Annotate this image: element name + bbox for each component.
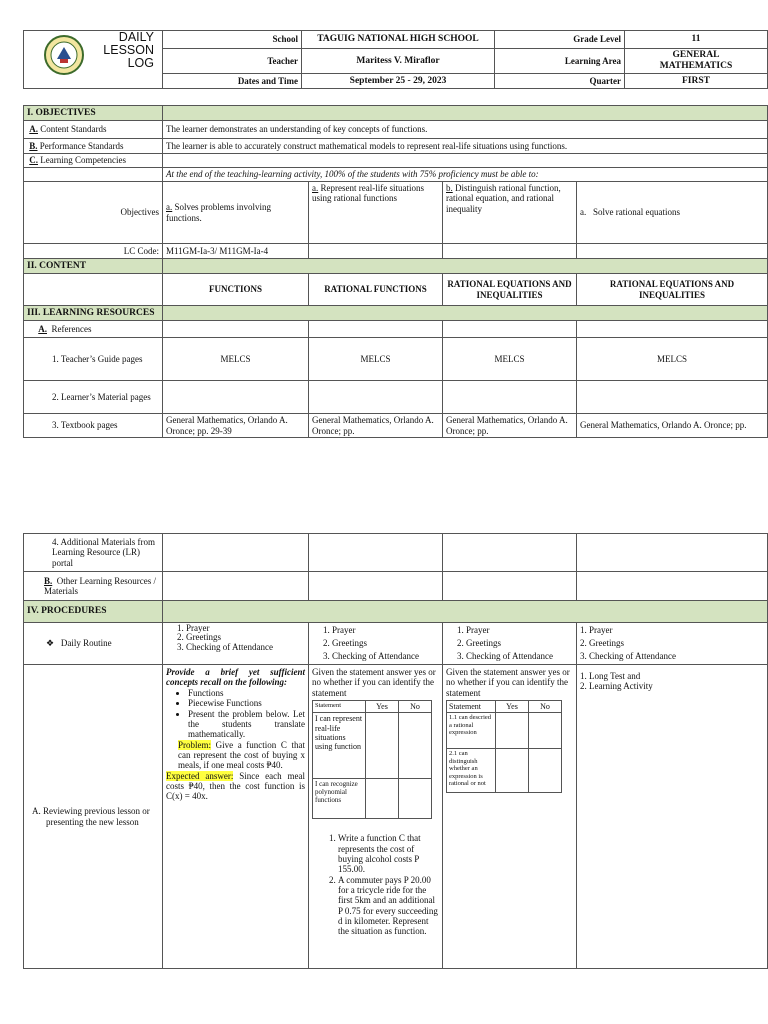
expected-answer-highlight: Expected answer: — [166, 770, 234, 781]
objective-2: a. Represent real-life situations using rational functions — [309, 182, 443, 244]
grade-value: 11 — [625, 31, 768, 49]
lc-code-value: M11GM-Ia-3/ M11GM-Ia-4 — [163, 244, 309, 259]
textbook-pages-1: General Mathematics, Orlando A. Oronce; pp. 29-39 — [163, 414, 309, 438]
title-line-1: DAILY — [118, 30, 154, 44]
daily-routine-label: ❖ Daily Routine — [24, 623, 163, 665]
objective-1: a. Solves problems involving functions. — [163, 182, 309, 244]
textbook-pages-3: General Mathematics, Orlando A. Oronce; pp. — [443, 414, 577, 438]
topic-4: RATIONAL EQUATIONS AND INEQUALITIES — [577, 274, 768, 306]
self-check-table-2: Statement Yes No 1.1 can descried a rational expression 2.1 can distinguish whether an expression is rational or not — [446, 700, 562, 793]
lesson-table-page2 — [23, 533, 768, 969]
area-label: Learning Area — [495, 49, 625, 74]
procedures-heading: IV. PROCEDURES — [24, 601, 163, 623]
tg-pages-2: MELCS — [309, 338, 443, 381]
diamond-bullet-icon: ❖ — [46, 638, 55, 649]
tg-pages-3: MELCS — [443, 338, 577, 381]
quarter-label: Quarter — [495, 74, 625, 89]
tg-pages-label: 1. Teacher’s Guide pages — [24, 338, 163, 381]
performance-standards-label: B. Performance Standards — [24, 139, 163, 154]
review-label: A. Reviewing previous lesson or presenting the new lesson — [24, 665, 163, 969]
textbook-pages-4: General Mathematics, Orlando A. Oronce; pp. — [577, 414, 768, 438]
lesson-table-page1 — [23, 105, 768, 438]
tg-pages-4: MELCS — [577, 338, 768, 381]
header-title-cell — [24, 31, 163, 89]
objectives-label: Objectives — [24, 182, 163, 244]
lm-pages-label: 2. Learner’s Material pages — [24, 381, 163, 414]
teacher-label: Teacher — [163, 49, 302, 74]
topic-2: RATIONAL FUNCTIONS — [309, 274, 443, 306]
objectives-intro: At the end of the teaching-learning activity, 100% of the students with 75% proficiency must be able to: — [163, 168, 768, 182]
teacher-value: Maritess V. Miraflor — [302, 49, 495, 74]
textbook-pages-label: 3. Textbook pages — [24, 414, 163, 438]
problem-highlight: Problem: — [178, 739, 211, 750]
routine-col-4: 1. Prayer 2. Greetings 3. Checking of Attendance — [577, 623, 768, 665]
routine-col-1: 1. Prayer 2. Greetings 3. Checking of Attendance — [163, 623, 309, 665]
textbook-pages-2: General Mathematics, Orlando A. Oronce; pp. — [309, 414, 443, 438]
lc-code-label: LC Code: — [24, 244, 163, 259]
dates-label: Dates and Time — [163, 74, 302, 89]
self-check-table-1: Statement Yes No I can represent real-life situations using function I can recognize polynomial functions — [312, 700, 432, 819]
topic-3: RATIONAL EQUATIONS AND INEQUALITIES — [443, 274, 577, 306]
review-col-1: Provide a brief yet sufficient concepts recall on the following: • Functions • Piecewise Functions • Present the problem below. Let the students translate mathematically. Problem: Give a function C that can represent the cost of buying x meals, if one meal costs ₱40. Expected answer: Since each meal costs ₱40, then the cost function is C(x) = 40x. — [163, 665, 309, 969]
school-value: TAGUIG NATIONAL HIGH SCHOOL — [302, 31, 495, 49]
grade-label: Grade Level — [495, 31, 625, 49]
header-table — [23, 30, 768, 89]
review-col-2: Given the statement answer yes or no whether if you can identify the statement Statement Yes No I can represent real-life situations using function I can recognize polynomial functions 1. Write a function C that represents the cost of buying alcohol costs P 155.00. 2. A commuter pays P 20.00 for a tricycle ride for the first 5km and an additional P 0.75 for every succeeding d in kilometer. Represent the situation as function. — [309, 665, 443, 969]
performance-standards-text: The learner is able to accurately construct mathematical models to represent real-life situations using functions. — [163, 139, 768, 154]
title-line-2: LESSON — [103, 43, 154, 58]
learning-competencies-label: C. Learning Competencies — [24, 154, 163, 168]
tg-pages-1: MELCS — [163, 338, 309, 381]
references-label: A. References — [24, 321, 163, 338]
content-standards-text: The learner demonstrates an understanding of key concepts of functions. — [163, 121, 768, 139]
other-resources-label: B. Other Learning Resources / Materials — [24, 572, 163, 601]
routine-col-3: 1. Prayer 2. Greetings 3. Checking of Attendance — [443, 623, 577, 665]
content-heading: II. CONTENT — [24, 259, 163, 274]
objective-4: a. Solve rational equations — [577, 182, 768, 244]
title-line-3: LOG — [127, 56, 154, 71]
resources-heading: III. LEARNING RESOURCES — [24, 306, 163, 321]
school-label: School — [163, 31, 302, 49]
dates-value: September 25 - 29, 2023 — [302, 74, 495, 89]
review-col-4: 1. Long Test and 2. Learning Activity — [577, 665, 768, 969]
objectives-heading: I. OBJECTIVES — [24, 106, 163, 121]
review-col-3: Given the statement answer yes or no whether if you can identify the statement Statement Yes No 1.1 can descried a rational expression 2.1 can distinguish whether an expression is rational or not — [443, 665, 577, 969]
content-standards-label: A. Content Standards — [24, 121, 163, 139]
school-seal-logo — [44, 35, 84, 75]
topic-1: FUNCTIONS — [163, 274, 309, 306]
area-value: GENERAL MATHEMATICS — [625, 49, 768, 74]
quarter-value: FIRST — [625, 74, 768, 89]
routine-col-2: 1. Prayer 2. Greetings 3. Checking of Attendance — [309, 623, 443, 665]
objective-3: b. Distinguish rational function, rational equation, and rational inequality — [443, 182, 577, 244]
additional-materials-label: 4. Additional Materials from Learning Resource (LR) portal — [24, 534, 163, 572]
